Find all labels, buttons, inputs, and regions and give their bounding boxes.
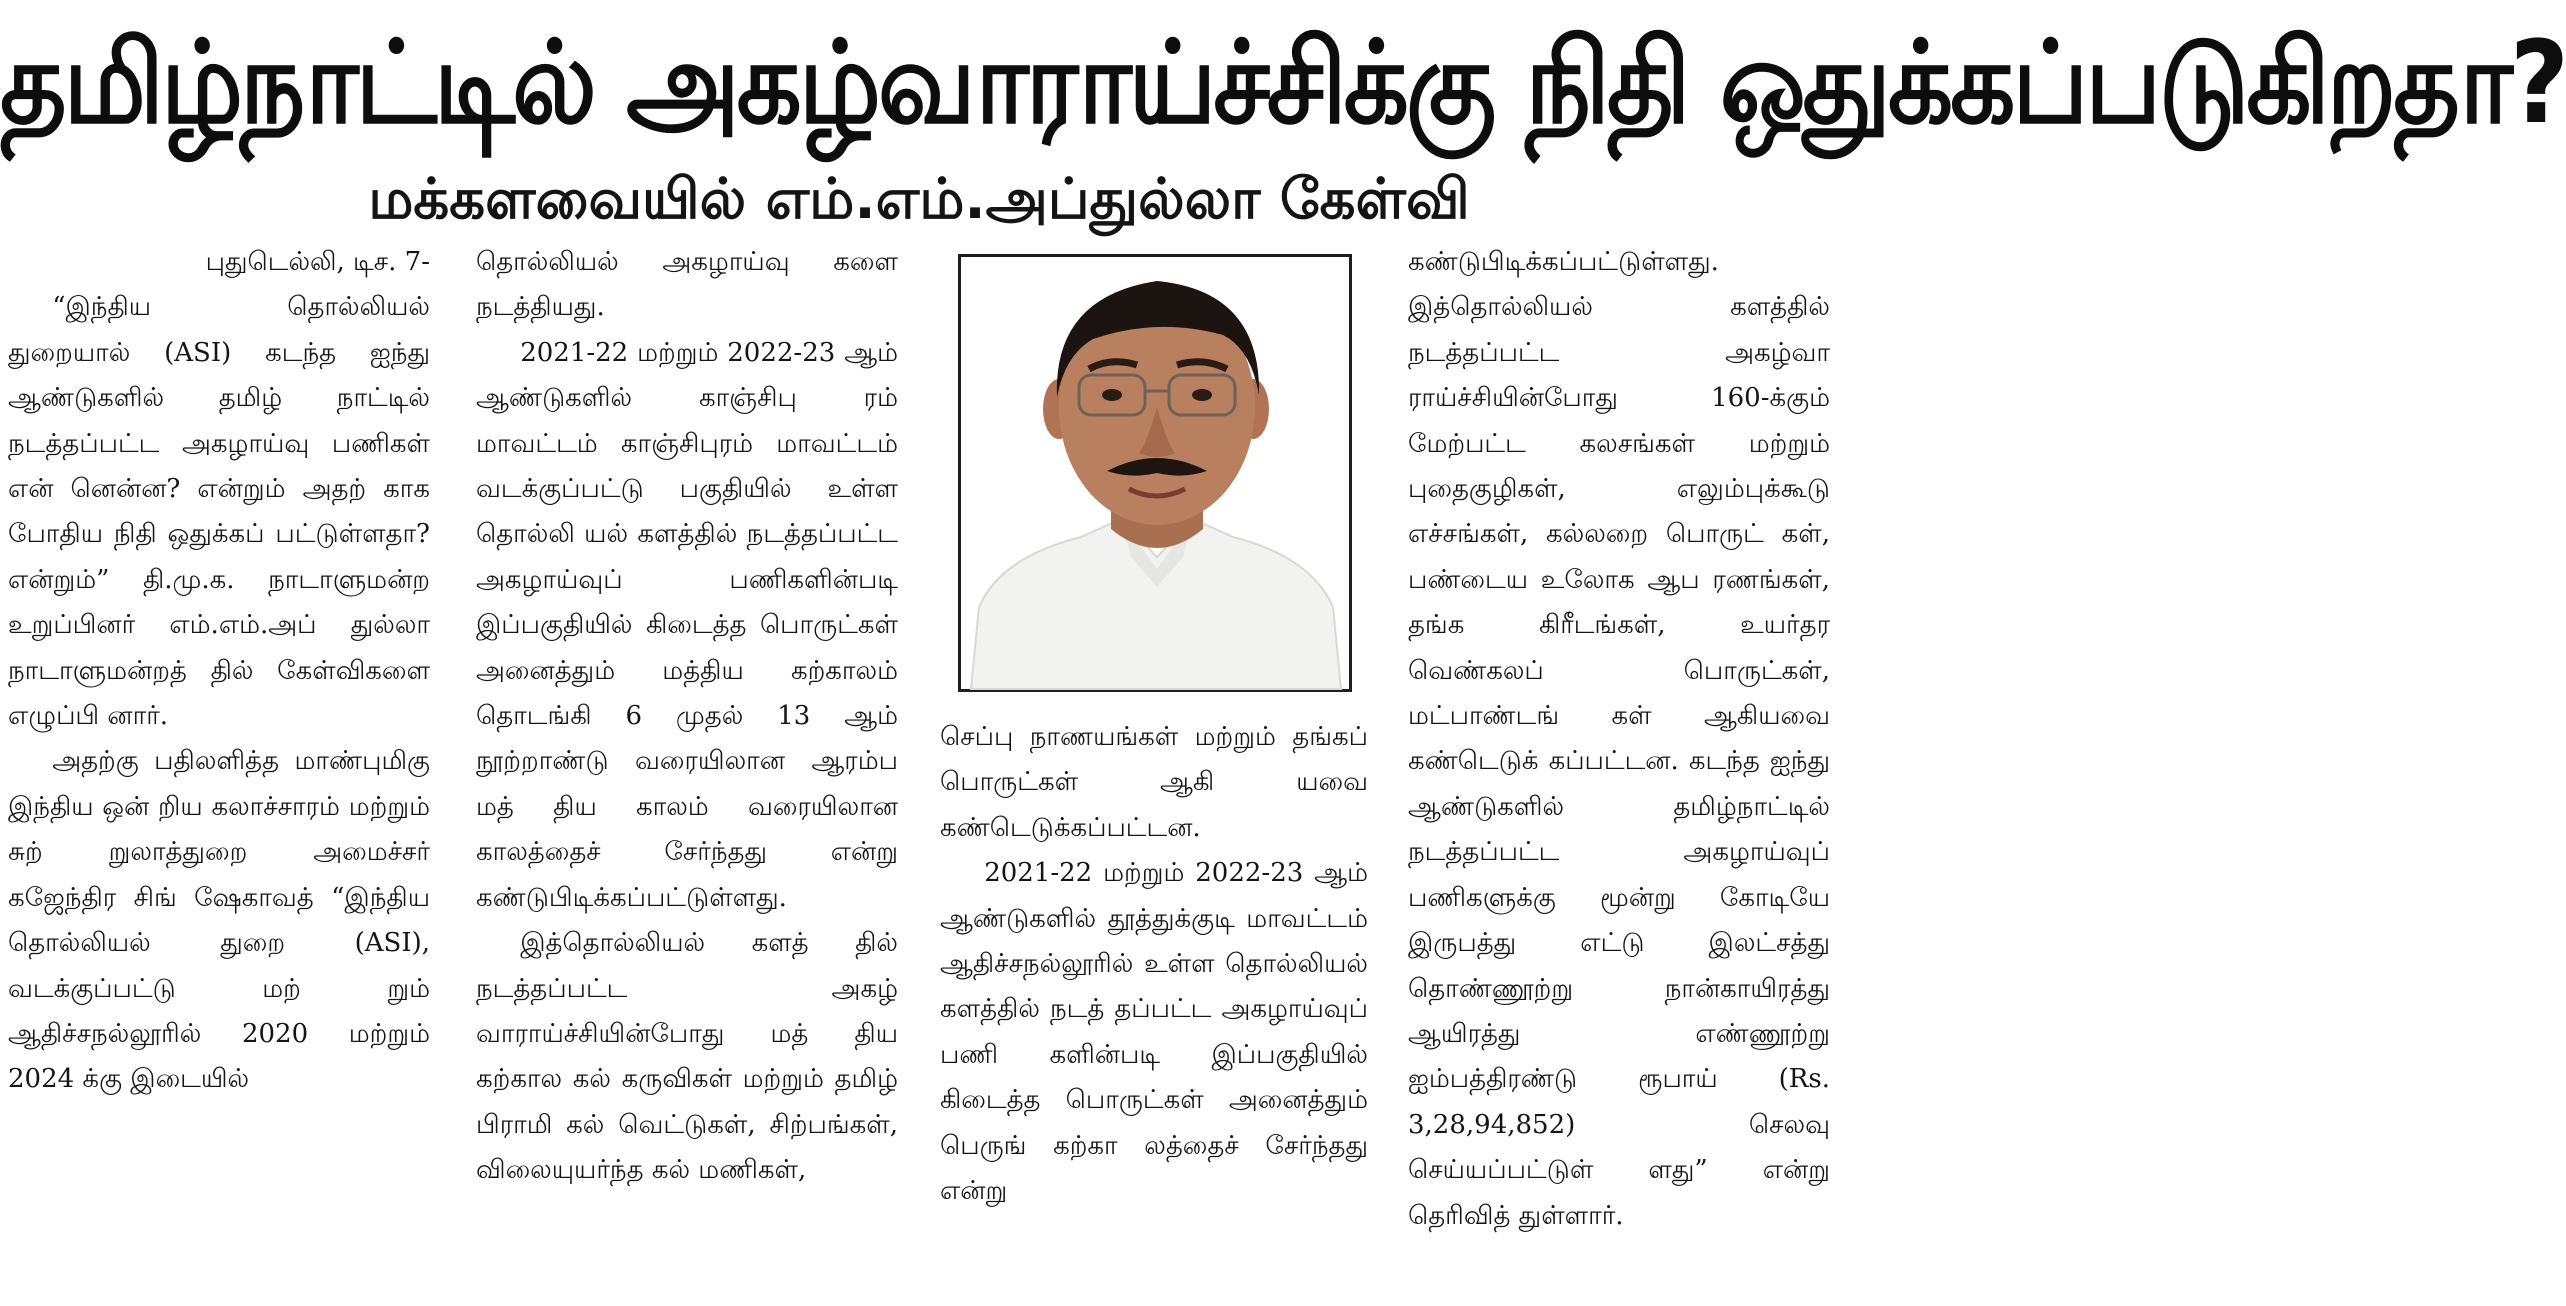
column1-paragraph-1: “இந்திய தொல்லியல் துறையால் (ASI) கடந்த ஐந்து ஆண்டுகளில் தமிழ் நாட்டில் நடத்தப்பட்ட அகழாய்வு பணிகள் என் னென்ன? என்றும் அதற் காக போதிய நிதி ஒதுக்கப் பட்டுள்ளதா? என்றும்” தி.மு.க. நாடாளுமன்ற உறுப்பினர் எம்.எம்.அப் துல்லா நாடாளுமன்றத் தில் கேள்விகளை எழுப்பி னார். [8,292,430,732]
article-column-3 [940,715,1368,1305]
column3-paragraph-1: செப்பு நாணயங்கள் மற்றும் தங்கப் பொருட்கள் ஆகி யவை கண்டெடுக்கப்பட்டன. [940,722,1368,843]
portrait-photo [958,254,1352,692]
article-column-4 [1408,240,1830,1300]
column2-paragraph-1: தொல்லியல் அகழாய்வு களை நடத்தியது. [476,247,898,323]
column4-paragraph-1: கண்டுபிடிக்கப்பட்டுள்ளது. இத்தொல்லியல் களத்தில் நடத்தப்பட்ட அகழ்வா ராய்ச்சியின்போது 160-க்கும் மேற்பட்ட கலசங்கள் மற்றும் புதைகுழிகள், எலும்புக்கூடு எச்சங்கள், கல்லறை பொருட் கள், பண்டைய உலோக ஆப ரணங்கள், தங்க கிரீடங்கள், உயர்தர வெண்கலப் பொருட்கள், மட்பாண்டங் கள் ஆகியவை கண்டெடுக் கப்பட்டன. கடந்த ஐந்து ஆண்டுகளில் தமிழ்நாட்டில் நடத்தப்பட்ட அகழாய்வுப் பணிகளுக்கு மூன்று கோடியே இருபத்து எட்டு இலட்சத்து தொண்ணூற்று நான்காயிரத்து ஆயிரத்து எண்ணூற்று ஐம்பத்திரண்டு ரூபாய் (Rs. 3,28,94,852) செலவு செய்யப்பட்டுள் ளது” என்று தெரிவித் துள்ளார். [1408,247,1830,1231]
headline: தமிழ்நாட்டில் அகழ்வாராய்ச்சிக்கு நிதி ஒதுக்கப்படுகிறதா? [0,16,2566,151]
dateline: புதுடெல்லி, டிச. 7- [205,247,430,277]
column2-paragraph-3: இத்தொல்லியல் களத் தில் நடத்தப்பட்ட அகழ் வாராய்ச்சியின்போது மத் திய கற்கால கல் கருவிகள் மற்றும் தமிழ் பிராமி கல் வெட்டுகள், சிற்பங்கள், விலையுயர்ந்த கல் மணிகள், [476,928,898,1186]
subheadline: மக்களவையில் எம்.எம்.அப்துல்லா கேள்வி [368,167,1470,232]
column3-paragraph-2: 2021-22 மற்றும் 2022-23 ஆம் ஆண்டுகளில் தூத்துக்குடி மாவட்டம் ஆதிச்சநல்லூரில் உள்ள தொல்லியல் களத்தில் நடத் தப்பட்ட அகழாய்வுப் பணி களின்படி இப்பகுதியில் கிடைத்த பொருட்கள் அனைத்தும் பெருங் கற்கா லத்தைச் சேர்ந்தது என்று [940,858,1368,1207]
column1-paragraph-2: அதற்கு பதிலளித்த மாண்புமிகு இந்திய ஒன் றிய கலாச்சாரம் மற்றும் சுற் றுலாத்துறை அமைச்சர் கஜேந்திர சிங் ஷேகாவத் “இந்திய தொல்லியல் துறை (ASI), வடக்குப்பட்டு மற் றும் ஆதிச்சநல்லூரில் 2020 மற்றும் 2024 க்கு இடையில் [8,746,430,1095]
article-column-1 [8,240,430,1300]
column2-paragraph-2: 2021-22 மற்றும் 2022-23 ஆம் ஆண்டுகளில் காஞ்சிபு ரம் மாவட்டம் காஞ்சிபுரம் மாவட்டம் வடக்குப்பட்டு பகுதியில் உள்ள தொல்லி யல் களத்தில் நடத்தப்பட்ட அகழாய்வுப் பணிகளின்படி இப்பகுதியில் கிடைத்த பொருட்கள் அனைத்தும் மத்திய கற்காலம் தொடங்கி 6 முதல் 13 ஆம் நூற்றாண்டு வரையிலான ஆரம்ப மத் திய காலம் வரையிலான காலத்தைச் சேர்ந்தது என்று கண்டுபிடிக்கப்பட்டுள்ளது. [476,337,898,913]
portrait-photo-icon [961,257,1349,689]
article-column-2 [476,240,898,1300]
